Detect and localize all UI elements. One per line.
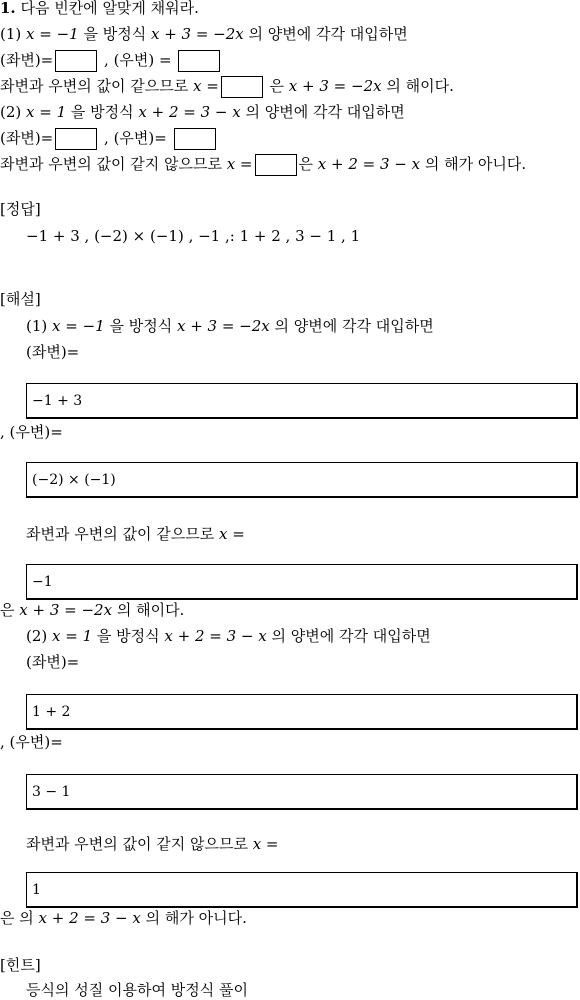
part-label: (1) (26, 317, 53, 335)
part-label: (2) (0, 103, 27, 121)
equation: x + 3 = −2x (288, 77, 382, 95)
equation: x + 3 = −2x (176, 317, 270, 335)
explanation-right-label: , (우변)= (0, 423, 63, 441)
answer-box-text: 1 (32, 881, 41, 898)
text: 은 (0, 601, 20, 619)
text: 좌변과 우변의 값이 같지 않으므로 (0, 155, 227, 173)
substitution-value: x = −1 (26, 25, 79, 43)
right-side-label: , (우변) = (99, 51, 177, 69)
part-label: (1) (0, 25, 27, 43)
explanation-part1-line (26, 316, 434, 336)
explanation-part1-conclusion (0, 600, 184, 620)
equation: x + 3 = −2x (19, 601, 113, 619)
answer-header: [정답] (0, 200, 41, 218)
equation: x + 2 = 3 − x (38, 909, 141, 927)
explanation-header: [해설] (0, 290, 41, 308)
answer-values: −1 + 3 , (−2) × (−1) , −1 ,: 1 + 2 , 3 − 1 , 1 (26, 227, 361, 245)
text: 은 (264, 77, 289, 95)
answer-box-text: 1 + 2 (32, 703, 71, 720)
problem-title (0, 0, 199, 18)
substitution-value: x = 1 (26, 103, 67, 121)
problem-part2-line (0, 102, 405, 122)
blank-box[interactable] (55, 50, 97, 72)
text: 의 양변에 각각 대입하면 (240, 103, 405, 121)
hint-text: 등식의 성질 이용하여 방정식 풀이 (26, 981, 248, 999)
equation: x + 2 = 3 − x (164, 627, 267, 645)
explanation-left-label: (좌변)= (26, 343, 80, 361)
text: 을 방정식 (92, 627, 165, 645)
text: 의 양변에 각각 대입하면 (243, 25, 408, 43)
text: 의 해이다. (112, 601, 185, 619)
substitution-value: x = −1 (52, 317, 105, 335)
text: 의 해이다. (381, 77, 454, 95)
equation: x + 2 = 3 − x (138, 103, 241, 121)
x-equals: x = (192, 77, 219, 95)
explanation-notsame-line (26, 834, 279, 854)
problem-part2-conclusion (0, 154, 526, 174)
answer-box-left-2 (26, 694, 578, 730)
problem-part2-blanks (0, 128, 218, 148)
explanation-part2-line (26, 626, 431, 646)
x-equals: x = (252, 835, 279, 853)
equation: x + 2 = 3 − x (317, 155, 421, 173)
text: 을 방정식 (78, 25, 151, 43)
problem-part1-line (0, 24, 408, 44)
text: 의 해가 아니다. (140, 909, 247, 927)
left-side-label: (좌변)= (0, 129, 54, 147)
answer-box-text: −1 + 3 (32, 392, 83, 409)
equation: x + 3 = −2x (150, 25, 244, 43)
answer-box-text: (−2) × (−1) (32, 471, 116, 488)
blank-box[interactable] (55, 128, 97, 150)
answer-box-x-1 (26, 564, 578, 600)
problem-instruction: 다음 빈칸에 알맞게 채워라. (20, 0, 199, 17)
text: 은 (298, 155, 318, 173)
answer-box-text: 3 − 1 (32, 783, 71, 800)
text: 을 방정식 (66, 103, 139, 121)
left-side-label: (좌변)= (0, 51, 54, 69)
text: 좌변과 우변의 값이 같지 않으므로 (26, 835, 253, 853)
explanation-right-label-2: , (우변)= (0, 733, 63, 751)
blank-box[interactable] (255, 154, 297, 176)
explanation-left-label-2: (좌변)= (26, 653, 80, 671)
text: 의 양변에 각각 대입하면 (266, 627, 431, 645)
answer-box-x-2 (26, 872, 578, 908)
text: 을 방정식 (104, 317, 177, 335)
answer-text (26, 226, 360, 246)
part-label: (2) (26, 627, 53, 645)
problem-part1-blanks (0, 50, 222, 70)
problem-part1-conclusion (0, 76, 454, 96)
x-equals: x = (218, 525, 245, 543)
answer-box-right-1 (26, 462, 578, 498)
right-side-label: , (우변)= (99, 129, 172, 147)
substitution-value: x = 1 (52, 627, 93, 645)
explanation-same-line (26, 524, 245, 544)
text: 좌변과 우변의 값이 같으므로 (0, 77, 193, 95)
text: 좌변과 우변의 값이 같으므로 (26, 525, 219, 543)
answer-box-text: −1 (32, 573, 53, 590)
blank-box[interactable] (174, 128, 216, 150)
text: 의 해가 아니다. (420, 155, 527, 173)
text: 은 의 (0, 909, 39, 927)
blank-box[interactable] (178, 50, 220, 72)
hint-header: [힌트] (0, 956, 41, 974)
problem-number: 1. (0, 0, 16, 17)
answer-box-right-2 (26, 774, 578, 810)
blank-box[interactable] (221, 76, 263, 98)
text: 의 양변에 각각 대입하면 (269, 317, 434, 335)
explanation-part2-conclusion (0, 908, 247, 928)
x-equals: x = (226, 155, 253, 173)
answer-box-left-1 (26, 383, 578, 419)
